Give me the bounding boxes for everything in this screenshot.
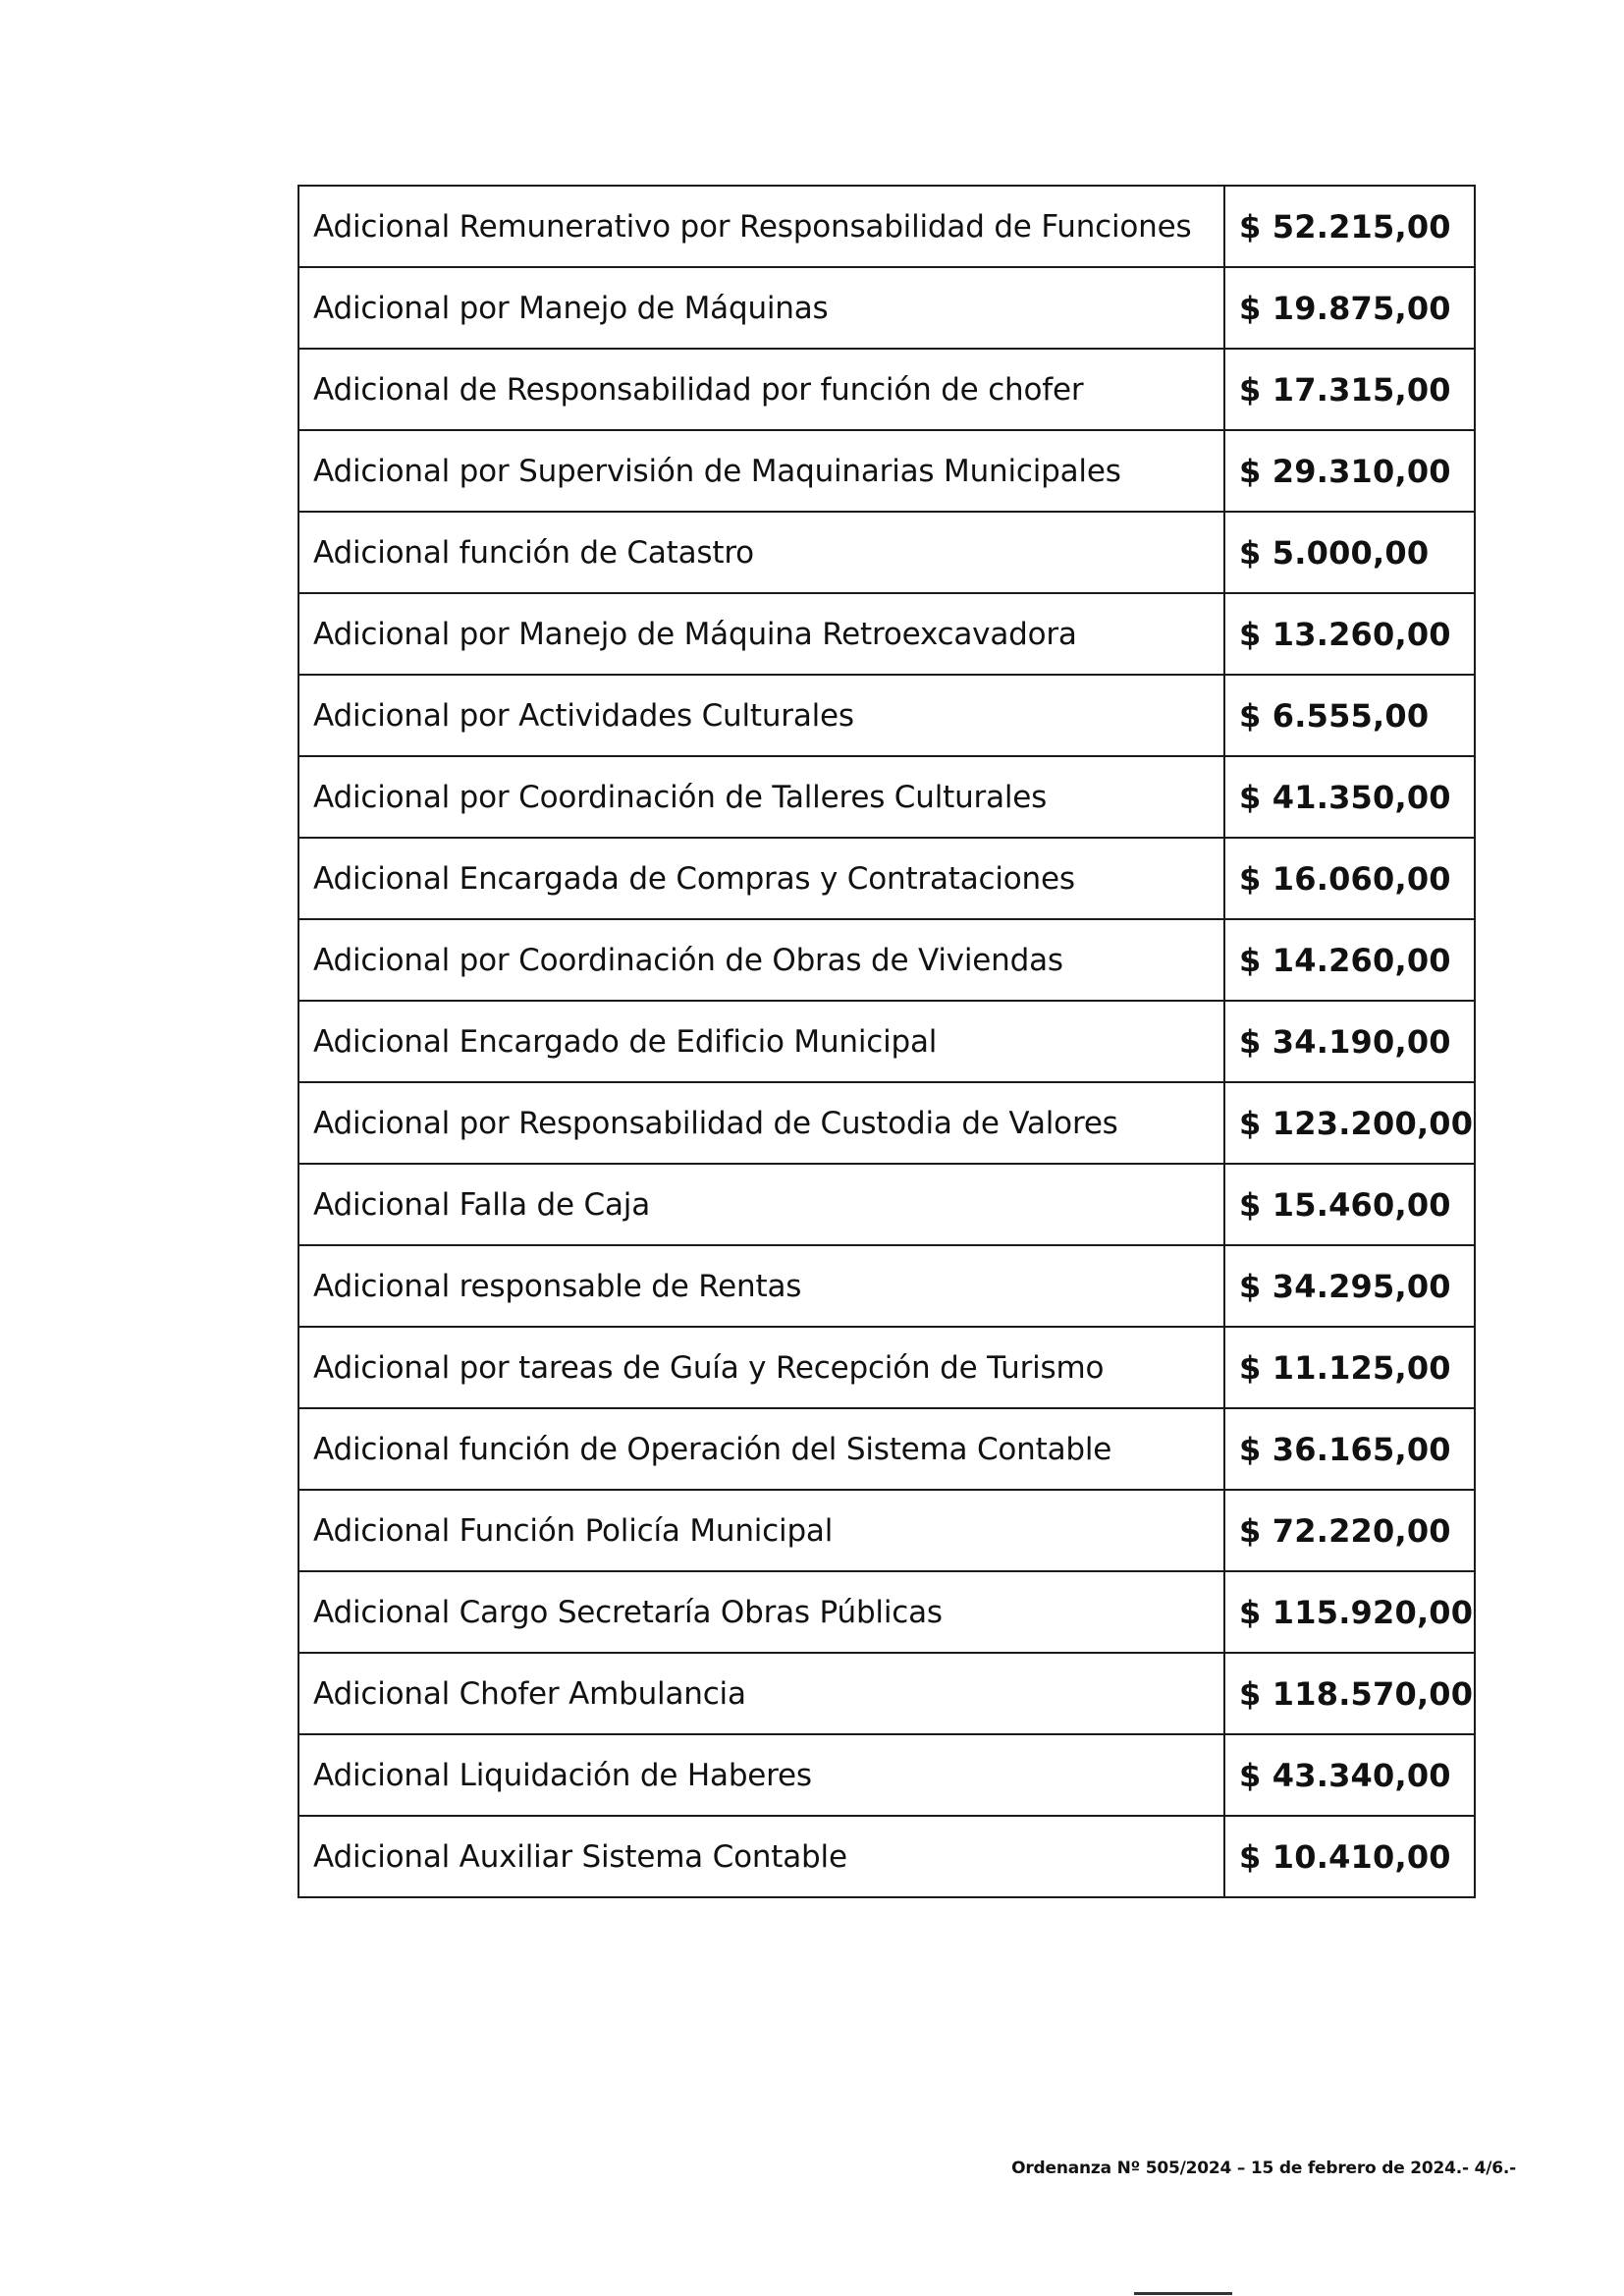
footer-reference: Ordenanza Nº 505/2024 – 15 de febrero de 2024.- 4/6.-: [1011, 2159, 1516, 2178]
amount-cell: $ 118.570,00: [1224, 1653, 1475, 1734]
table-row: [298, 1327, 1475, 1408]
amount-cell: $ 29.310,00: [1224, 430, 1475, 512]
amount-cell: $ 13.260,00: [1224, 593, 1475, 675]
table-row: [298, 593, 1475, 675]
amount-cell: $ 19.875,00: [1224, 267, 1475, 349]
table-row: [298, 349, 1475, 430]
table-row: [298, 756, 1475, 838]
table-row: [298, 675, 1475, 756]
concept-cell: Adicional Encargada de Compras y Contrataciones: [298, 838, 1224, 919]
amount-cell: $ 16.060,00: [1224, 838, 1475, 919]
concept-cell: Adicional Remunerativo por Responsabilidad de Funciones: [298, 186, 1224, 267]
table-row: [298, 1734, 1475, 1816]
amount-cell: $ 72.220,00: [1224, 1490, 1475, 1571]
amount-cell: $ 17.315,00: [1224, 349, 1475, 430]
amount-cell: $ 43.340,00: [1224, 1734, 1475, 1816]
table-row: [298, 1816, 1475, 1897]
amount-cell: $ 11.125,00: [1224, 1327, 1475, 1408]
concept-cell: Adicional función de Catastro: [298, 512, 1224, 593]
adicionales-table-body: [298, 186, 1475, 1897]
amount-cell: $ 15.460,00: [1224, 1164, 1475, 1245]
table-row: [298, 512, 1475, 593]
amount-cell: $ 14.260,00: [1224, 919, 1475, 1001]
amount-cell: $ 34.190,00: [1224, 1001, 1475, 1082]
amount-cell: $ 123.200,00: [1224, 1082, 1475, 1164]
concept-cell: Adicional responsable de Rentas: [298, 1245, 1224, 1327]
concept-cell: Adicional función de Operación del Sistema Contable: [298, 1408, 1224, 1490]
concept-cell: Adicional Liquidación de Haberes: [298, 1734, 1224, 1816]
concept-cell: Adicional por Coordinación de Obras de Viviendas: [298, 919, 1224, 1001]
table-row: [298, 1408, 1475, 1490]
concept-cell: Adicional por Manejo de Máquinas: [298, 267, 1224, 349]
concept-cell: Adicional Función Policía Municipal: [298, 1490, 1224, 1571]
table-row: [298, 1571, 1475, 1653]
amount-cell: $ 6.555,00: [1224, 675, 1475, 756]
amount-cell: $ 41.350,00: [1224, 756, 1475, 838]
concept-cell: Adicional por Manejo de Máquina Retroexcavadora: [298, 593, 1224, 675]
amount-cell: $ 115.920,00: [1224, 1571, 1475, 1653]
amount-cell: $ 5.000,00: [1224, 512, 1475, 593]
amount-cell: $ 52.215,00: [1224, 186, 1475, 267]
concept-cell: Adicional Chofer Ambulancia: [298, 1653, 1224, 1734]
concept-cell: Adicional por Coordinación de Talleres Culturales: [298, 756, 1224, 838]
concept-cell: Adicional por Responsabilidad de Custodia de Valores: [298, 1082, 1224, 1164]
table-row: [298, 186, 1475, 267]
table-row: [298, 430, 1475, 512]
concept-cell: Adicional Auxiliar Sistema Contable: [298, 1816, 1224, 1897]
table-row: [298, 1164, 1475, 1245]
concept-cell: Adicional por Actividades Culturales: [298, 675, 1224, 756]
adicionales-table: [298, 185, 1476, 1898]
table-row: [298, 838, 1475, 919]
concept-cell: Adicional Encargado de Edificio Municipal: [298, 1001, 1224, 1082]
concept-cell: Adicional por tareas de Guía y Recepción de Turismo: [298, 1327, 1224, 1408]
amount-cell: $ 36.165,00: [1224, 1408, 1475, 1490]
concept-cell: Adicional Cargo Secretaría Obras Públicas: [298, 1571, 1224, 1653]
concept-cell: Adicional de Responsabilidad por función de chofer: [298, 349, 1224, 430]
table-row: [298, 1653, 1475, 1734]
concept-cell: Adicional Falla de Caja: [298, 1164, 1224, 1245]
page-edge-mark: [1134, 2292, 1232, 2295]
table-row: [298, 1001, 1475, 1082]
table-row: [298, 1490, 1475, 1571]
table-row: [298, 1082, 1475, 1164]
amount-cell: $ 10.410,00: [1224, 1816, 1475, 1897]
table-row: [298, 919, 1475, 1001]
table-row: [298, 1245, 1475, 1327]
concept-cell: Adicional por Supervisión de Maquinarias Municipales: [298, 430, 1224, 512]
table-row: [298, 267, 1475, 349]
amount-cell: $ 34.295,00: [1224, 1245, 1475, 1327]
